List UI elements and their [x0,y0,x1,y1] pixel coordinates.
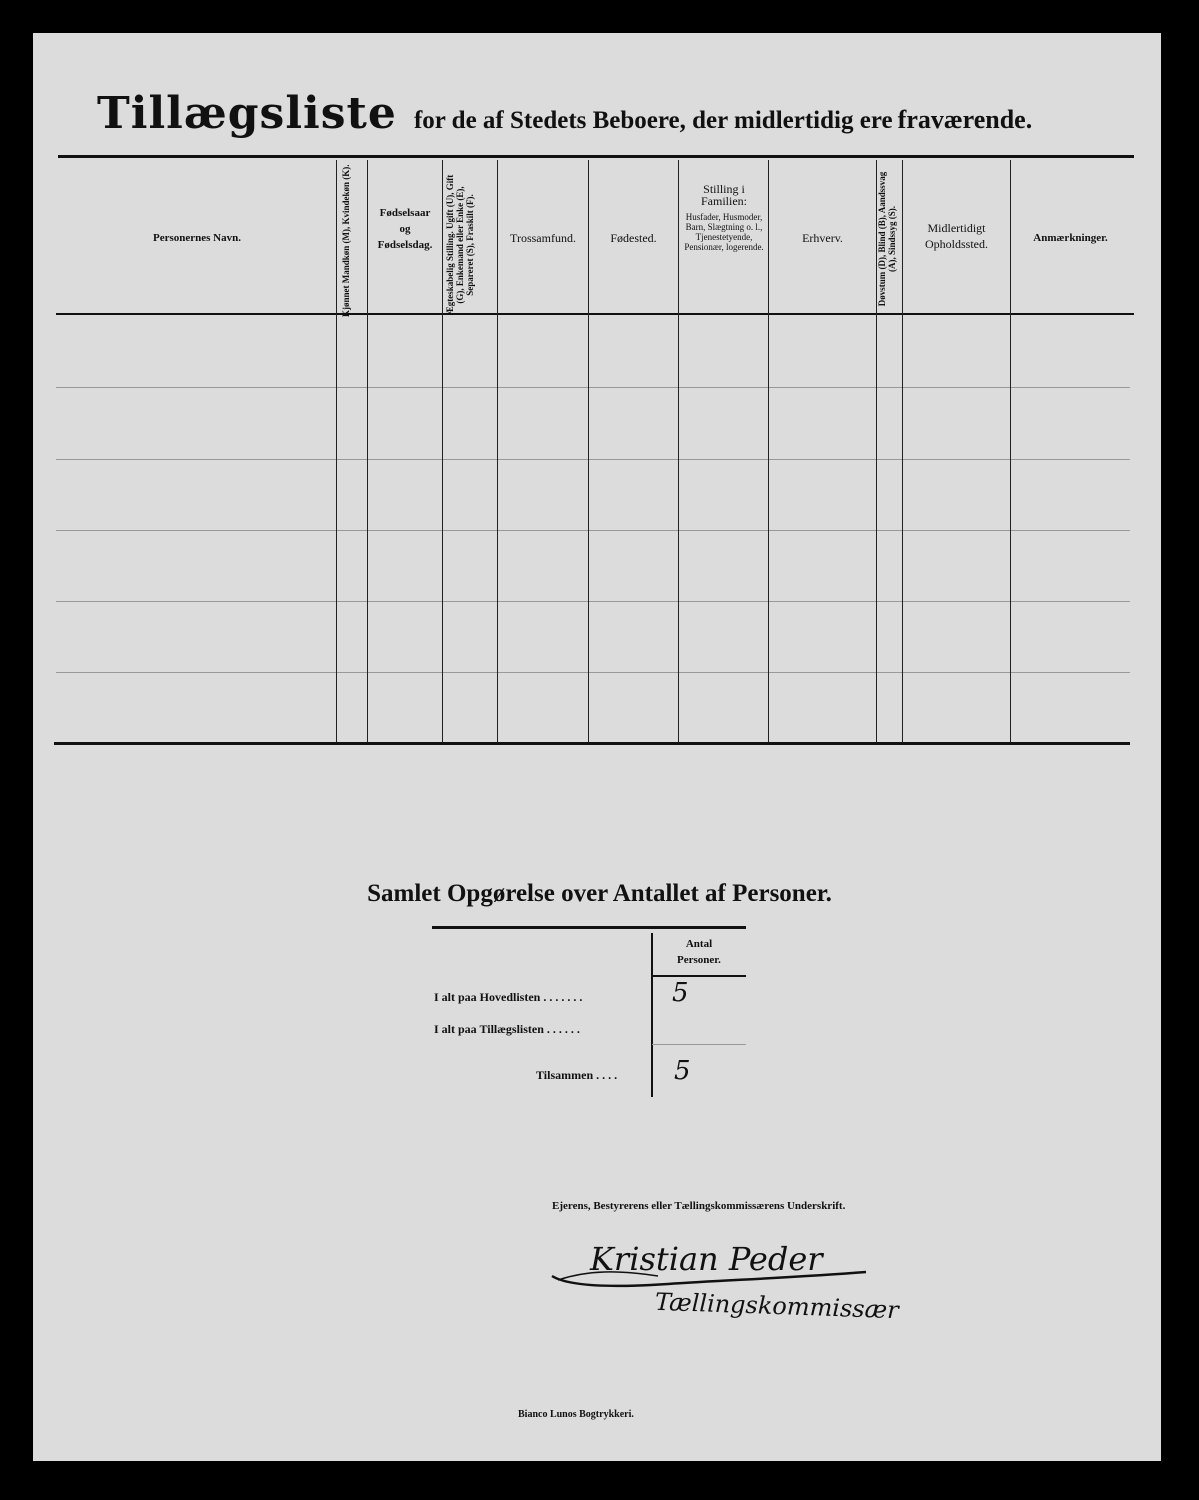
header-bottom-rule [56,313,1134,315]
table-top-rule [58,155,1134,158]
summary-row-total: Tilsammen . . . . [536,1068,618,1082]
signature-role: Tællingskommissær [654,1287,900,1325]
signature-caption: Ejerens, Bestyrerens eller Tællingskommissærens Underskrift. [552,1200,846,1212]
row-line [56,672,1130,673]
row-line [56,387,1130,388]
summary-header-rule [652,975,746,977]
signature-name: Kristian Peder [590,1240,823,1278]
summary-count-header [654,938,744,966]
title-rest: for de af Stedets Beboere, der midlertidig ere [413,107,893,134]
column-divider [678,160,679,742]
column-divider [588,160,589,742]
header-birthplace: Fødested. [610,231,657,245]
header-birth-line3: Fødselsdag. [377,239,433,251]
signature-flourish-icon [548,1262,878,1292]
header-marital-text: Ægteskabelig Stilling. Ugift (U), Gift (G), Enkemand eller Enke (E), Separeret (S), Fraskilt (F). [445,174,475,316]
summary-top-rule [432,926,746,929]
header-residence [903,222,1010,250]
table-bottom-rule [54,742,1130,745]
summary-value-total: 5 [674,1056,691,1086]
header-name: Personernes Navn. [153,232,241,244]
header-family-title-1: Stilling i [703,182,745,196]
summary-divider [651,933,653,1097]
column-divider [768,160,769,742]
summary-title: Samlet Opgørelse over Antallet af Personer. [367,880,832,907]
summary-count-header-1: Antal [685,938,713,950]
column-divider [336,160,337,742]
header-family-title-2: Familien: [701,194,747,208]
summary-row-supplement: I alt paa Tillægslisten . . . . . . [434,1022,580,1036]
title-main: Tillægsliste [97,88,397,139]
printer-imprint: Bianco Lunos Bogtrykkeri. [518,1409,634,1420]
summary-value-main: 5 [672,978,689,1008]
form-title [97,88,1032,139]
row-line [56,530,1130,531]
header-disability [877,169,901,309]
header-birth [368,207,442,251]
header-sex: Kjønnet Mandkøn (M), Kvindekøn (K). [341,164,351,317]
header-religion: Trossamfund. [510,231,576,245]
title-emphasis: fraværende. [897,105,1033,134]
summary-count-header-2: Personer. [677,954,721,966]
summary-row-rule [652,1044,746,1045]
header-residence-1: Midlertidigt [927,221,986,235]
header-occupation: Erhverv. [802,231,843,245]
header-birth-line1: Fødselsaar [379,207,431,219]
column-divider [1010,160,1011,742]
column-divider [442,160,443,742]
header-family [680,183,768,252]
header-remarks: Anmærkninger. [1033,232,1108,244]
header-birth-line2: og [399,223,411,235]
header-disability-text: Døvstum (D), Blind (B), Aandssvag (A), Sindssyg (S). [877,171,897,307]
header-marital [445,170,491,320]
row-line [56,601,1130,602]
summary-row-main: I alt paa Hovedlisten . . . . . . . [434,990,583,1004]
header-residence-2: Opholdssted. [925,237,988,251]
column-divider [497,160,498,742]
row-line [56,459,1130,460]
header-family-detail: Husfader, Husmoder, Barn, Slægtning o. l., Tjenestetyende, Pensionær, logerende. [684,212,764,252]
